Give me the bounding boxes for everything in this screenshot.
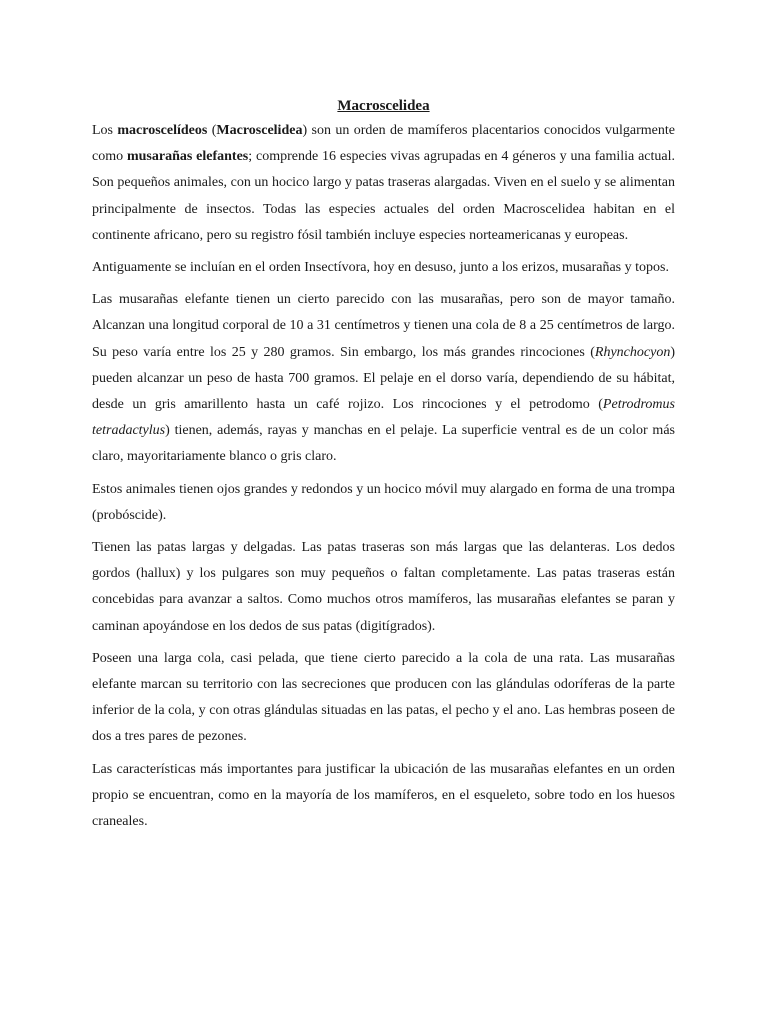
italic-species: Petrodromus tetradactylus: [92, 397, 675, 439]
paragraph-classification: Antiguamente se incluían en el orden Insectívora, hoy en desuso, junto a los erizos, musarañas y topos.: [92, 260, 669, 276]
document-title: Macroscelidea: [337, 98, 430, 114]
paragraph-eyes: Estos animales tienen ojos grandes y redondos y un hocico móvil muy alargado en forma de una trompa (probóscide).: [92, 481, 675, 523]
paragraph-intro: [92, 118, 675, 249]
document-page: [92, 96, 675, 835]
bold-term: Macroscelidea: [216, 123, 303, 138]
italic-species: Rhynchocyon: [594, 344, 671, 360]
text-run: ; comprende 16 especies vivas agrupadas en 4 géneros y una familia actual. Son pequeños animales, con un hocico largo y patas traseras alargadas. Viven en el suelo y se alimentan principalmente de insectos. Todas las especies actuales del orden Macroscelidea habitan en el continente africano, pero su registro fósil también incluye especies norteamericanas y europeas.: [92, 149, 675, 243]
text-run: ) tienen, además, rayas y manchas en el pelaje. La superficie ventral es de un color más claro, mayoritariamente blanco o gris claro.: [92, 423, 675, 465]
bold-term: musarañas elefantes: [126, 149, 249, 165]
bold-term: macroscelídeos: [117, 123, 208, 138]
paragraph-legs: Tienen las patas largas y delgadas. Las patas traseras son más largas que las delanteras. Los dedos gordos (hallux) y los pulgares son muy pequeños o faltan completamente. Las patas traseras están concebidas para avanzar a saltos. Como muchos otros mamíferos, las musarañas elefantes se paran y caminan apoyándose en los dedos de sus patas (digitígrados).: [92, 540, 675, 634]
text-run: ) pueden alcanzar un peso de hasta 700 gramos. El pelaje en el dorso varía, dependiendo de su hábitat, desde un gris amarillento hasta un café rojizo. Los rincociones y el petrodomo (: [92, 344, 675, 413]
text-run: Las musarañas elefante tienen un cierto parecido con las musarañas, pero son de mayor tamaño. Alcanzan una longitud corporal de 10 a 31 centímetros y tienen una cola de 8 a 25 centímetros de largo. Su peso varía entre los 25 y 280 gramos. Sin embargo, los más grandes rincociones (: [92, 292, 675, 360]
text-run: ) son un orden de mamíferos placentarios conocidos vulgarmente como: [92, 123, 675, 165]
text-run: (: [207, 123, 217, 138]
text-run: Los: [92, 123, 118, 138]
paragraph-tail: Poseen una larga cola, casi pelada, que tiene cierto parecido a la cola de una rata. Las musarañas elefante marcan su territorio con las secreciones que producen con las glándulas odoríferas de la parte inferior de la cola, y con otras glándulas situadas en las patas, el pecho y el ano. Las hembras poseen de dos a tres pares de pezones.: [92, 650, 675, 745]
paragraph-description: [92, 287, 675, 470]
paragraph-skeleton: Las características más importantes para justificar la ubicación de las musarañas elefantes en un orden propio se encuentran, como en la mayoría de los mamíferos, en el esqueleto, sobre todo en los huesos craneales.: [92, 761, 675, 830]
